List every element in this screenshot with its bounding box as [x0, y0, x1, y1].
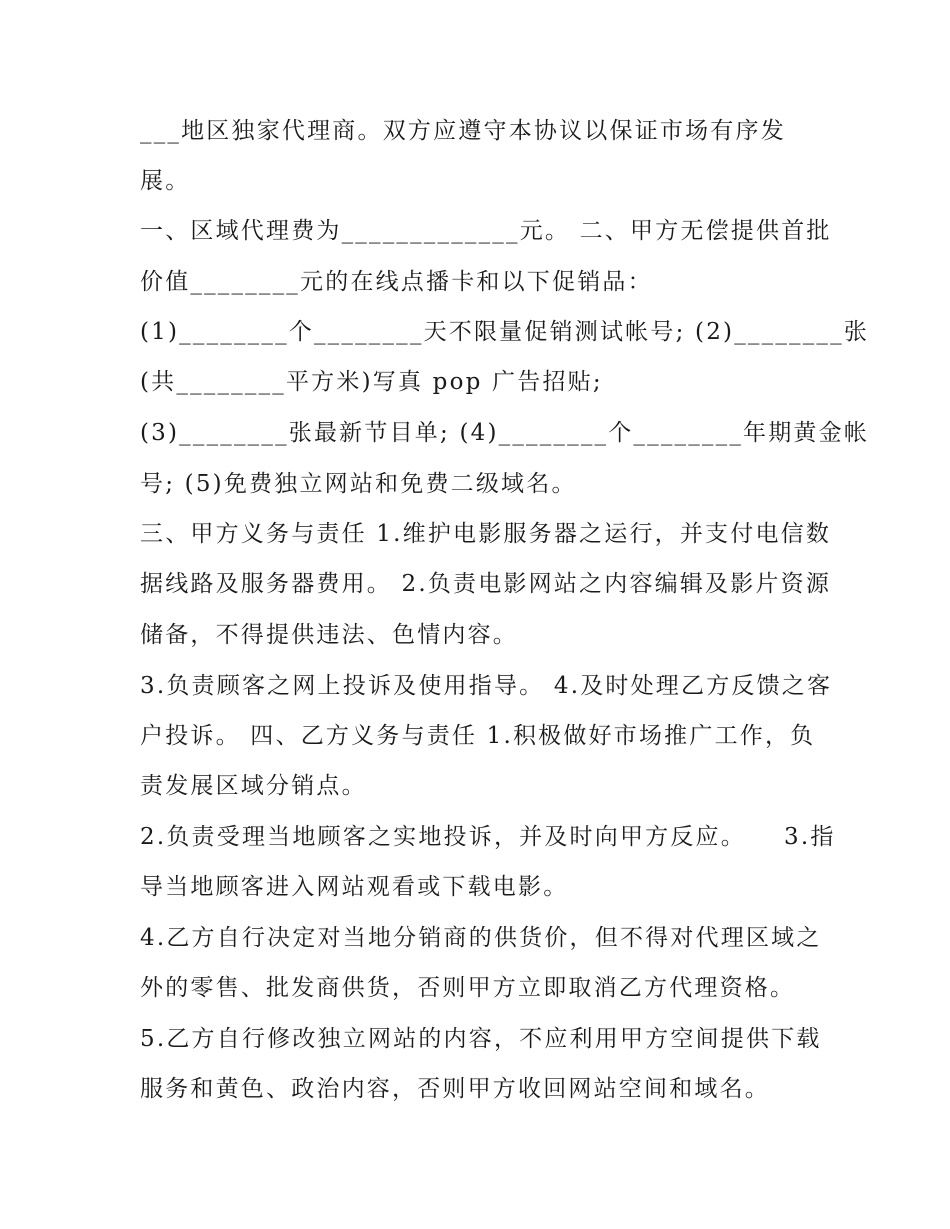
- text-line: (3)________张最新节目单; (4)________个________年期黄金帐: [140, 420, 870, 446]
- text-line: 储备，不得提供违法、色情内容。: [140, 622, 518, 648]
- text-line: 外的零售、批发商供货，否则甲方立即取消乙方代理资格。: [140, 975, 796, 1001]
- text-line: 3.负责顾客之网上投诉及使用指导。 4.及时处理乙方反馈之客: [140, 673, 833, 699]
- text-line: 户投诉。 四、乙方义务与责任 1.积极做好市场推广工作，负: [140, 723, 816, 749]
- text-line: 据线路及服务器费用。 2.负责电影网站之内容编辑及影片资源: [140, 571, 832, 597]
- text-line: 一、区域代理费为_____________元。 二、甲方无偿提供首批: [140, 218, 832, 244]
- text-line: 价值________元的在线点播卡和以下促销品：: [140, 269, 653, 295]
- text-line: 三、甲方义务与责任 1.维护电影服务器之运行，并支付电信数: [140, 521, 832, 547]
- text-line: (共________平方米)写真 pop 广告招贴;: [140, 369, 603, 395]
- text-line: ___地区独家代理商。双方应遵守本协议以保证市场有序发: [140, 118, 786, 144]
- text-line: 2.负责受理当地顾客之实地投诉，并及时向甲方反应。 3.指: [140, 824, 836, 850]
- text-line: 5.乙方自行修改独立网站的内容，不应利用甲方空间提供下载: [140, 1026, 822, 1052]
- text-line: 服务和黄色、政治内容，否则甲方收回网站空间和域名。: [140, 1076, 770, 1102]
- text-line: (1)________个________天不限量促销测试帐号; (2)________张: [140, 319, 870, 345]
- text-line: 责发展区域分销点。: [140, 773, 367, 799]
- text-line: 导当地顾客进入网站观看或下载电影。: [140, 874, 569, 900]
- text-line: 展。: [140, 168, 191, 194]
- text-line: 4.乙方自行决定对当地分销商的供货价，但不得对代理区域之: [140, 925, 822, 951]
- text-line: 号; (5)免费独立网站和免费二级域名。: [140, 471, 577, 497]
